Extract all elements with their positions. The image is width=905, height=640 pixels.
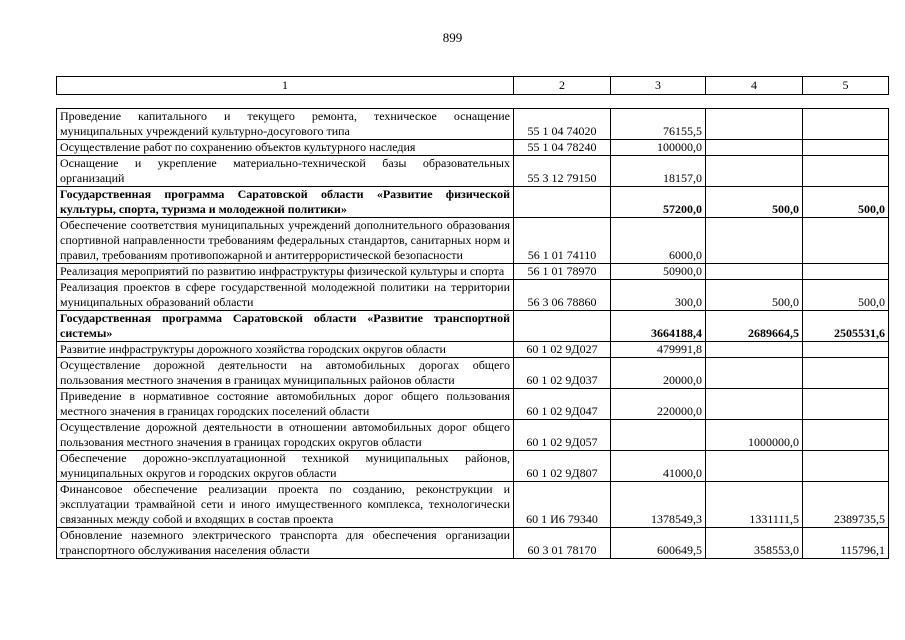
row-value-col3: 18157,0 (611, 156, 706, 187)
row-value-col3: 50900,0 (611, 264, 706, 280)
table-row (57, 482, 889, 528)
row-value-col4 (706, 140, 803, 156)
table-row (57, 218, 889, 264)
table-row (57, 342, 889, 358)
row-value-col4 (706, 342, 803, 358)
row-code: 55 1 04 74020 (514, 109, 611, 140)
header-row (57, 77, 889, 95)
table-row (57, 140, 889, 156)
row-code: 56 1 01 74110 (514, 218, 611, 264)
header-col-3: 3 (611, 77, 706, 95)
row-code (514, 311, 611, 342)
row-value-col5 (803, 218, 889, 264)
row-code: 56 1 01 78970 (514, 264, 611, 280)
row-value-col4 (706, 218, 803, 264)
row-value-col3: 57200,0 (611, 187, 706, 218)
table-row (57, 528, 889, 559)
row-value-col3 (611, 420, 706, 451)
budget-table (56, 76, 889, 559)
row-name: Приведение в нормативное состояние автомобильных дорог общего пользования местного значения в границах городских поселений области (57, 389, 514, 420)
row-name: Проведение капитального и текущего ремонта, техническое оснащение муниципальных учреждений культурно-досугового типа (57, 109, 514, 140)
row-code: 55 1 04 78240 (514, 140, 611, 156)
row-code: 60 1 02 9Д807 (514, 451, 611, 482)
row-code: 60 1 И6 79340 (514, 482, 611, 528)
row-value-col5 (803, 109, 889, 140)
table-row (57, 420, 889, 451)
row-name: Обновление наземного электрического транспорта для обеспечения организации транспортного обслуживания населения области (57, 528, 514, 559)
header-col-5: 5 (803, 77, 889, 95)
row-value-col3: 479991,8 (611, 342, 706, 358)
row-name: Осуществление дорожной деятельности в отношении автомобильных дорог общего пользования местного значения в границах городских округов области (57, 420, 514, 451)
row-value-col5 (803, 156, 889, 187)
row-name: Осуществление работ по сохранению объектов культурного наследия (57, 140, 514, 156)
row-value-col5 (803, 358, 889, 389)
row-value-col5 (803, 342, 889, 358)
row-value-col3: 100000,0 (611, 140, 706, 156)
table-row (57, 109, 889, 140)
row-value-col3: 6000,0 (611, 218, 706, 264)
row-value-col4: 500,0 (706, 280, 803, 311)
row-value-col3: 220000,0 (611, 389, 706, 420)
row-value-col5 (803, 389, 889, 420)
row-value-col4: 358553,0 (706, 528, 803, 559)
row-name: Реализация мероприятий по развитию инфраструктуры физической культуры и спорта (57, 264, 514, 280)
header-col-2: 2 (514, 77, 611, 95)
row-code: 56 3 06 78860 (514, 280, 611, 311)
row-name: Обеспечение дорожно-эксплуатационной техникой муниципальных районов, муниципальных округов и городских округов области (57, 451, 514, 482)
row-value-col3: 3664188,4 (611, 311, 706, 342)
row-value-col4 (706, 451, 803, 482)
row-name: Государственная программа Саратовской области «Развитие физической культуры, спорта, туризма и молодежной политики» (57, 187, 514, 218)
row-name: Финансовое обеспечение реализации проекта по созданию, реконструкции и эксплуатации трамвайной сети и иного имущественного комплекса, технологически связанных между собой и входящих в состав проекта (57, 482, 514, 528)
spacer-row (57, 95, 889, 109)
row-value-col4 (706, 264, 803, 280)
row-code: 55 3 12 79150 (514, 156, 611, 187)
row-name: Реализация проектов в сфере государственной молодежной политики на территории муниципальных образований области (57, 280, 514, 311)
row-name: Обеспечение соответствия муниципальных учреждений дополнительного образования спортивной направленности требованиям федеральных стандартов, санитарных норм и правил, требованиям противопожарной и антитеррористической безопасности (57, 218, 514, 264)
row-value-col5: 2389735,5 (803, 482, 889, 528)
row-name: Оснащение и укрепление материально-технической базы образовательных организаций (57, 156, 514, 187)
row-value-col3: 600649,5 (611, 528, 706, 559)
row-value-col4 (706, 156, 803, 187)
row-value-col5: 500,0 (803, 280, 889, 311)
row-code (514, 187, 611, 218)
table-row (57, 358, 889, 389)
table-row (57, 280, 889, 311)
row-value-col3: 300,0 (611, 280, 706, 311)
header-col-4: 4 (706, 77, 803, 95)
row-value-col5 (803, 140, 889, 156)
row-value-col4: 500,0 (706, 187, 803, 218)
page-number: 899 (442, 30, 463, 45)
row-value-col3: 76155,5 (611, 109, 706, 140)
row-value-col5 (803, 264, 889, 280)
table-row (57, 187, 889, 218)
row-value-col3: 1378549,3 (611, 482, 706, 528)
table-row (57, 311, 889, 342)
row-value-col5: 115796,1 (803, 528, 889, 559)
table-row (57, 156, 889, 187)
row-code: 60 1 02 9Д047 (514, 389, 611, 420)
row-value-col4 (706, 109, 803, 140)
table-row (57, 451, 889, 482)
row-value-col4: 2689664,5 (706, 311, 803, 342)
row-value-col4 (706, 358, 803, 389)
table-row (57, 389, 889, 420)
row-value-col5: 2505531,6 (803, 311, 889, 342)
row-name: Государственная программа Саратовской области «Развитие транспортной системы» (57, 311, 514, 342)
row-name: Развитие инфраструктуры дорожного хозяйства городских округов области (57, 342, 514, 358)
row-code: 60 1 02 9Д037 (514, 358, 611, 389)
row-code: 60 1 02 9Д057 (514, 420, 611, 451)
row-code: 60 1 02 9Д027 (514, 342, 611, 358)
row-value-col4: 1331111,5 (706, 482, 803, 528)
row-value-col5: 500,0 (803, 187, 889, 218)
table-row (57, 264, 889, 280)
row-value-col5 (803, 420, 889, 451)
row-value-col4: 1000000,0 (706, 420, 803, 451)
row-value-col4 (706, 389, 803, 420)
row-code: 60 3 01 78170 (514, 528, 611, 559)
row-name: Осуществление дорожной деятельности на автомобильных дорогах общего пользования местного значения в границах муниципальных районов области (57, 358, 514, 389)
header-col-1: 1 (57, 77, 514, 95)
row-value-col5 (803, 451, 889, 482)
row-value-col3: 41000,0 (611, 451, 706, 482)
row-value-col3: 20000,0 (611, 358, 706, 389)
